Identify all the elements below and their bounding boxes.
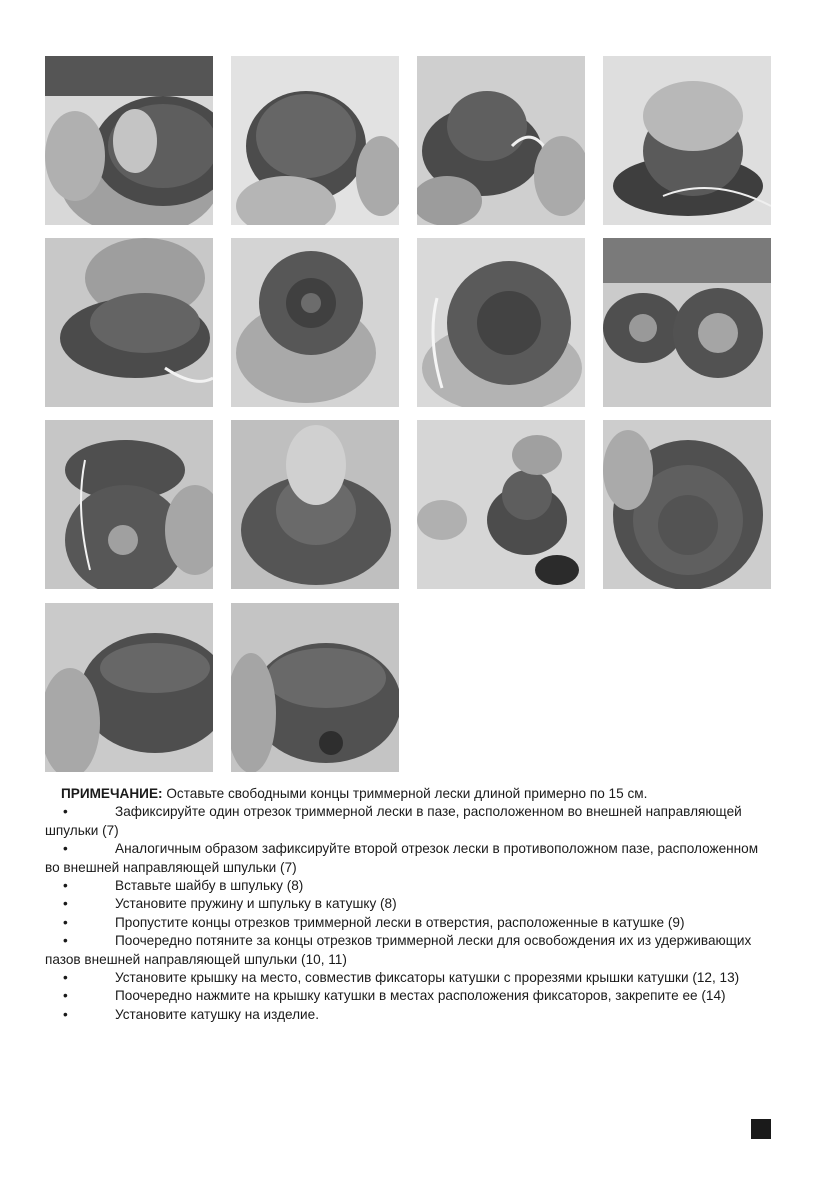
note-label: ПРИМЕЧАНИЕ: bbox=[61, 786, 163, 801]
instruction-item: • Установите пружину и шпульку в катушку (8) bbox=[45, 895, 775, 913]
step-photo-4 bbox=[603, 56, 771, 225]
instruction-item: • Установите катушку на изделие. bbox=[45, 1006, 775, 1024]
step-photo-10 bbox=[231, 420, 399, 589]
instruction-item: • Аналогичным образом зафиксируйте второй отрезок лески в противоположном пазе, расположенном во внешней направляющей шпульки (7) bbox=[45, 840, 775, 877]
step-photo-6 bbox=[231, 238, 399, 407]
instruction-item: • Поочередно нажмите на крышку катушки в местах расположения фиксаторов, закрепите ее (14) bbox=[45, 987, 775, 1005]
step-photo-8 bbox=[603, 238, 771, 407]
step-photo-9 bbox=[45, 420, 213, 589]
instruction-item: • Пропустите концы отрезков триммерной лески в отверстия, расположенные в катушке (9) bbox=[45, 914, 775, 932]
step-photo-1 bbox=[45, 56, 213, 225]
instruction-item: • Вставьте шайбу в шпульку (8) bbox=[45, 877, 775, 895]
step-photo-2 bbox=[231, 56, 399, 225]
instruction-item: • Установите крышку на место, совместив фиксаторы катушки с прорезями крышки катушки (12, 13) bbox=[45, 969, 775, 987]
note-paragraph bbox=[45, 785, 775, 803]
instruction-item: • Поочередно потяните за концы отрезков триммерной лески для освобождения их из удерживающих пазов внешней направляющей шпульки (10, 11) bbox=[45, 932, 775, 969]
step-photo-13 bbox=[45, 603, 213, 772]
step-photo-5 bbox=[45, 238, 213, 407]
note-text: Оставьте свободными концы триммерной лески длиной примерно по 15 см. bbox=[162, 786, 648, 801]
instructions-text bbox=[45, 785, 775, 1024]
step-photo-14 bbox=[231, 603, 399, 772]
step-photo-12 bbox=[603, 420, 771, 589]
step-photo-11 bbox=[417, 420, 585, 589]
instruction-item: • Зафиксируйте один отрезок триммерной лески в пазе, расположенном во внешней направляющей шпульки (7) bbox=[45, 803, 775, 840]
step-photo-3 bbox=[417, 56, 585, 225]
page-marker bbox=[751, 1119, 771, 1139]
step-photo-7 bbox=[417, 238, 585, 407]
